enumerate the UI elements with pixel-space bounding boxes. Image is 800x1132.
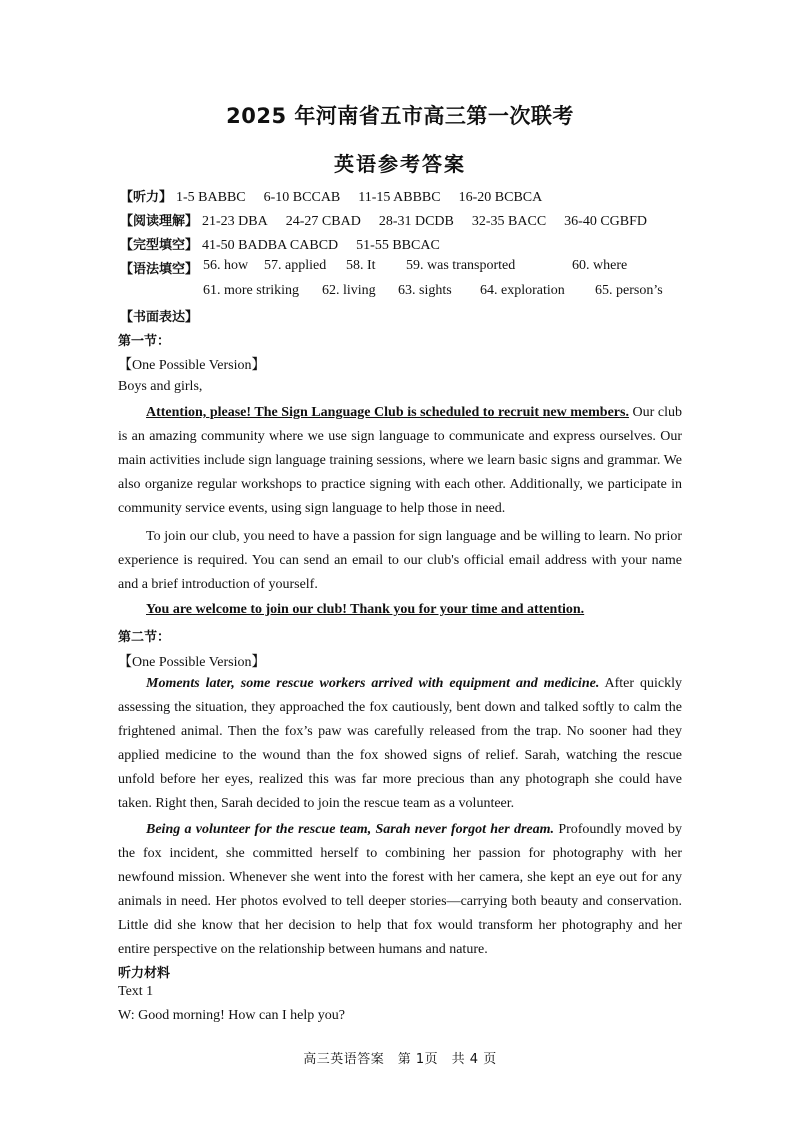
answer-group: 1-5 BABBC: [176, 190, 246, 205]
answer-group: 32-35 BACC: [471, 214, 547, 229]
writing-label-row: [120, 306, 202, 326]
answer-group: 11-15 ABBBC: [358, 190, 441, 205]
answer-group: 51-55 BBCAC: [356, 238, 440, 253]
listening-answers: [120, 186, 560, 206]
section1-greeting: Boys and girls,: [118, 379, 203, 394]
grammar-item: 58. It: [346, 258, 376, 273]
grammar-item: 59. was transported: [406, 258, 516, 273]
answer-group: 36-40 CGBFD: [564, 214, 648, 229]
cloze-answers: [120, 234, 458, 254]
answer-group: 41-50 BADBA CABCD: [202, 238, 339, 253]
grammar-item: 63. sights: [398, 283, 452, 298]
section1-paragraph-2: To join our club, you need to have a passion for sign language and be willing to learn. No prior experience is required. You can send an email to our club's official email address with your name and a brief introduction of yourself.: [118, 529, 682, 592]
answer-group: 6-10 BCCAB: [263, 190, 341, 205]
section2-lead-sentence-2: Being a volunteer for the rescue team, Sarah never forgot her dream.: [146, 822, 555, 837]
section2-paragraph-1-body: After quickly assessing the situation, they approached the fox cautiously, bent down and talked softly to calm the frightened animal. Then the fox’s paw was carefully released from the trap. No sooner had they applied medicine to the wound than the fox showed signs of relief. Sarah, watching the rescue unfold before her eyes, realized this was far more precious than any photograph she could have taken. Right then, Sarah decided to join the rescue team as a volunteer.: [118, 676, 682, 811]
section1-closing-paragraph: [118, 598, 682, 622]
grammar-item: 57. applied: [264, 258, 327, 273]
grammar-label: 【语法填空】: [120, 262, 199, 277]
answer-group: 24-27 CBAD: [285, 214, 361, 229]
grammar-answers-label: [120, 258, 202, 278]
section1-closing: You are welcome to join our club! Thank you for your time and attention.: [146, 602, 585, 617]
listening-line: W: Good morning! How can I help you?: [118, 1008, 345, 1023]
section1-headline: Attention, please! The Sign Language Club is scheduled to recruit new members.: [146, 405, 629, 420]
listening-text-label: Text 1: [118, 984, 154, 999]
cloze-label: 【完型填空】: [120, 238, 199, 253]
answer-group: 28-31 DCDB: [378, 214, 454, 229]
listening-material-heading: 听力材料: [118, 966, 171, 981]
section2-version: 【One Possible Version】: [118, 655, 266, 670]
reading-label: 【阅读理解】: [120, 214, 199, 229]
section2-paragraph-2-body: Profoundly moved by the fox incident, she committed herself to combining her passion for photography with her newfound mission. Whenever she went into the forest with her camera, she kept an eye out for any animals in need. Her photos evolved to tell deeper stories—carrying both beauty and conservation. Little did she know that her decision to help that fox would transform her photography and her entire perspective on the relationship between humans and nature.: [118, 822, 682, 957]
answer-group: 16-20 BCBCA: [458, 190, 543, 205]
section2-paragraph-2: [118, 818, 682, 962]
document-title: 2025 年河南省五市高三第一次联考: [226, 104, 574, 128]
grammar-item: 62. living: [322, 283, 376, 298]
document-subtitle: 英语参考答案: [334, 152, 466, 176]
section1-paragraph-1: [118, 401, 682, 521]
section2-lead-sentence: Moments later, some rescue workers arrived with equipment and medicine.: [146, 676, 600, 691]
section2-heading: 第二节：: [118, 630, 171, 645]
grammar-item: 64. exploration: [480, 283, 565, 298]
section2-paragraph-1: [118, 672, 682, 816]
grammar-item: 60. where: [572, 258, 628, 273]
grammar-item: 65. person’s: [595, 283, 663, 298]
section1-paragraph-1-body: Our club is an amazing community where we use sign language to communicate and express ourselves. Our main activities include sign language training sessions, where we learn basic signs and grammar. We also organize regular workshops to practice signing with each other. Additionally, we participate in community service events, using sign language to help those in need.: [118, 405, 682, 516]
listening-label: 【听力】: [120, 190, 173, 205]
answer-group: 21-23 DBA: [202, 214, 268, 229]
section1-version: 【One Possible Version】: [118, 358, 266, 373]
writing-label: 【书面表达】: [120, 310, 199, 325]
grammar-item: 56. how: [203, 258, 249, 273]
grammar-item: 61. more striking: [203, 283, 300, 298]
page-footer: 高三英语答案 第 1页 共 4 页: [303, 1052, 497, 1067]
section1-heading: 第一节：: [118, 334, 171, 349]
reading-answers: [120, 210, 665, 230]
